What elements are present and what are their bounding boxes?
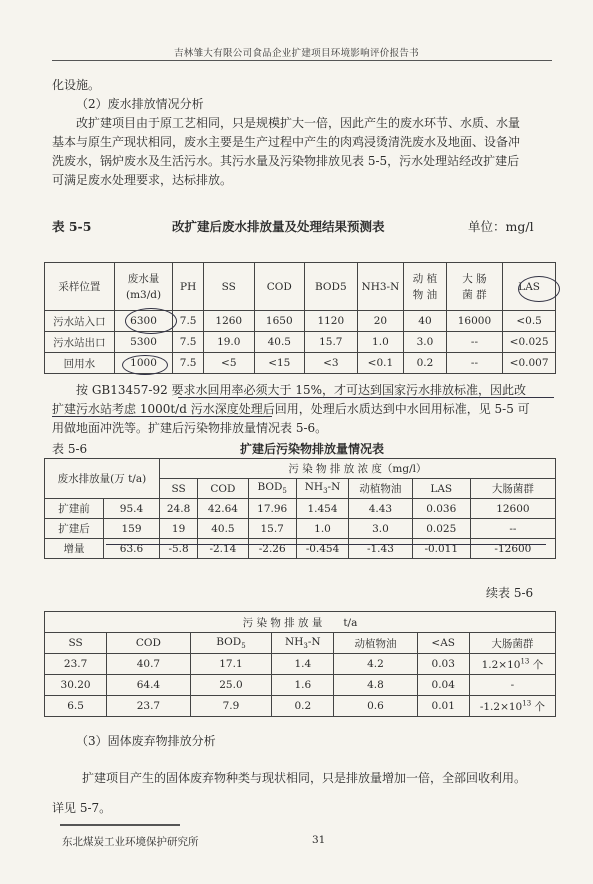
- table-cell: 1.6: [272, 675, 334, 696]
- cell-text: 1.2×10: [481, 658, 521, 671]
- table-5-6-continued: [44, 611, 556, 717]
- table-cell: <0.1: [357, 353, 404, 374]
- table-cell: 1000: [114, 353, 173, 374]
- text-line: 按 GB13457-92 要求水回用率必须大于 15%，才可达到国家污水排放标准，因此改: [76, 383, 527, 397]
- table-row: [45, 654, 556, 675]
- header-cell: [404, 263, 446, 311]
- table-cell: 63.6: [104, 539, 160, 559]
- table-cell: 1.0: [357, 332, 404, 353]
- table-cell: 4.43: [349, 499, 413, 519]
- table-cell: [469, 696, 555, 717]
- header-text: BOD: [257, 481, 283, 494]
- header-cell: 采样位置: [45, 263, 115, 311]
- paragraph-wastewater: [52, 114, 552, 190]
- text-line: 扩建项目产生的固体废弃物种类与现状相同，只是排放量增加一倍，全部回收利用。: [82, 771, 527, 785]
- cell-text: 个: [531, 700, 545, 713]
- table-cell: 扩建后: [45, 519, 104, 539]
- header-cell: SS: [45, 633, 107, 654]
- table-cell: 1260: [204, 311, 255, 332]
- table-cell: 增量: [45, 539, 104, 559]
- table-row: [45, 696, 556, 717]
- table-cell: 24.8: [159, 499, 197, 519]
- table-cell: 0.036: [412, 499, 470, 519]
- table-row: [45, 311, 556, 332]
- header-cell: NH3-N: [357, 263, 404, 311]
- table-cell: -2.26: [248, 539, 296, 559]
- table-cell: 3.0: [404, 332, 446, 353]
- header-subscript: 5: [241, 642, 246, 651]
- table-cell: -5.8: [159, 539, 197, 559]
- header-cell: COD: [198, 479, 248, 499]
- table-row: [45, 675, 556, 696]
- header-text: NH: [304, 481, 324, 494]
- text-line: 可满足废水处理要求，达标排放。: [52, 173, 233, 187]
- table-label: 表 5-6: [52, 442, 88, 456]
- header-cell: 污 染 物 排 放 浓 度（mg/l）: [159, 459, 555, 479]
- header-subscript: 3: [323, 487, 328, 496]
- table-cell: 19: [159, 519, 197, 539]
- table-cell: 7.5: [173, 311, 204, 332]
- table-cell: 17.96: [248, 499, 296, 519]
- cell-superscript: 13: [522, 699, 532, 707]
- header-cell: 动植物油: [334, 633, 417, 654]
- header-cell: [248, 479, 296, 499]
- table-cell: 0.01: [417, 696, 469, 717]
- table-cell: 扩建前: [45, 499, 104, 519]
- text-line: 用做地面冲洗等。扩建后污染物排放量情况表 5-6。: [52, 421, 328, 435]
- cell-text: 个: [529, 658, 544, 671]
- table-cell: 1.0: [296, 519, 348, 539]
- section-heading-solid-waste: （3）固体废弃物排放分析: [76, 734, 216, 748]
- header-text: (m3/d): [125, 288, 162, 301]
- table-5-6: [44, 458, 556, 559]
- table-title: 扩建后污染物排放量情况表: [240, 442, 385, 456]
- header-cell: 动植物油: [349, 479, 413, 499]
- table-cell: -0.011: [412, 539, 470, 559]
- table-cell: 0.025: [412, 519, 470, 539]
- header-subscript: 5: [282, 487, 287, 496]
- table-cell: 40.7: [107, 654, 190, 675]
- page-number: 31: [312, 834, 326, 846]
- header-cell: [190, 633, 272, 654]
- header-rule: [52, 60, 552, 61]
- table-cell: 污水站出口: [45, 332, 115, 353]
- table-cell: -12600: [470, 539, 555, 559]
- table-cell: 0.2: [404, 353, 446, 374]
- table-cell: 42.64: [198, 499, 248, 519]
- table-cell: 7.5: [173, 332, 204, 353]
- table-cell: 7.5: [173, 353, 204, 374]
- table-cell: 0.6: [334, 696, 417, 717]
- table-cell: 40: [404, 311, 446, 332]
- header-cell: SS: [159, 479, 197, 499]
- header-cell: LAS: [503, 263, 556, 311]
- table-cell: 40.5: [254, 332, 305, 353]
- header-text: 大 肠: [462, 272, 487, 285]
- table-unit: 单位：mg/l: [468, 219, 534, 234]
- header-cell: BOD5: [305, 263, 358, 311]
- table-cell: 20: [357, 311, 404, 332]
- table-cell: 7.9: [190, 696, 272, 717]
- table-5-5: [44, 262, 556, 374]
- text-line: 洗废水，锅炉废水及生活污水。其污水量及污染物排放见表 5-5，污水处理站经改扩建后: [52, 154, 520, 168]
- table-cell: 64.4: [107, 675, 190, 696]
- table-cell: 0.03: [417, 654, 469, 675]
- cell-text: -1.2×10: [479, 700, 523, 713]
- table-cell: 0.04: [417, 675, 469, 696]
- table-cell: 5300: [114, 332, 173, 353]
- table-row: [45, 539, 556, 559]
- table-cell: 23.7: [45, 654, 107, 675]
- paragraph-continuation: 化设施。: [52, 78, 101, 92]
- header-cell: SS: [204, 263, 255, 311]
- table-cell: <0.007: [503, 353, 556, 374]
- header-cell: <AS: [417, 633, 469, 654]
- header-subscript: 3: [303, 642, 308, 651]
- header-text: NH: [285, 635, 304, 648]
- table-cell: 30.20: [45, 675, 107, 696]
- table-row: [45, 332, 556, 353]
- table-cell: 1650: [254, 311, 305, 332]
- table-cell: 4.2: [334, 654, 417, 675]
- table-row: [45, 353, 556, 374]
- table-header-row: [45, 263, 556, 311]
- header-cell: LAS: [412, 479, 470, 499]
- table-cell: 15.7: [305, 332, 358, 353]
- table-row: [45, 519, 556, 539]
- table-cell: <0.5: [503, 311, 556, 332]
- table-cell: 17.1: [190, 654, 272, 675]
- table-cell: 0.2: [272, 696, 334, 717]
- header-text: 物 油: [412, 288, 438, 301]
- footer-organization: 东北煤炭工业环境保护研究所: [62, 836, 199, 848]
- table-cell: <0.025: [503, 332, 556, 353]
- header-cell: [446, 263, 503, 311]
- table-cell: [469, 654, 555, 675]
- header-cell: 大肠菌群: [470, 479, 555, 499]
- table-cell: 159: [104, 519, 160, 539]
- table-cell: 15.7: [248, 519, 296, 539]
- table-cell: --: [446, 332, 503, 353]
- table-cell: 40.5: [198, 519, 248, 539]
- header-cell: COD: [254, 263, 305, 311]
- header-cell: 污 染 物 排 放 量 t/a: [45, 612, 556, 633]
- header-cell: [296, 479, 348, 499]
- header-cell: PH: [173, 263, 204, 311]
- table-cell: <3: [305, 353, 358, 374]
- header-cell: [114, 263, 173, 311]
- table-cell: --: [470, 519, 555, 539]
- section-heading-wastewater: （2）废水排放情况分析: [76, 97, 204, 111]
- table-cell: 25.0: [190, 675, 272, 696]
- table-header-row: [45, 612, 556, 633]
- text-line: 改扩建项目由于原工艺相同，只是规模扩大一倍，因此产生的废水环节、水质、水量: [76, 116, 521, 130]
- table-cell: 95.4: [104, 499, 160, 519]
- table-cell: 1.4: [272, 654, 334, 675]
- table-cell: 回用水: [45, 353, 115, 374]
- header-text: BOD: [216, 635, 242, 648]
- header-cell: COD: [107, 633, 190, 654]
- header-cell: 废水排放量(万 t/a): [45, 459, 160, 499]
- table-cell: 23.7: [107, 696, 190, 717]
- table-cell: <5: [204, 353, 255, 374]
- table-row: [45, 499, 556, 519]
- text-line: 基本与原生产现状相同，废水主要是生产过程中产生的肉鸡浸烫清洗废水及地面、设备冲: [52, 135, 521, 149]
- paragraph-solid-waste: [52, 763, 562, 823]
- table-cell: 1120: [305, 311, 358, 332]
- table-cell: 6.5: [45, 696, 107, 717]
- table-cell: 4.8: [334, 675, 417, 696]
- header-text: 菌 群: [462, 288, 487, 301]
- table-label: 表 5-5: [52, 219, 92, 234]
- table-header-row: [45, 633, 556, 654]
- header-text: 动 植: [412, 272, 438, 285]
- text-line: 扩建污水站考虑 1000t/d 污水深度处理后回用，处理后水质达到中水回用标准，见 5-5 可: [52, 402, 530, 416]
- header-text: -N: [327, 481, 341, 494]
- header-text: 废水量: [127, 272, 160, 285]
- cell-superscript: 13: [520, 657, 530, 665]
- table-cell: -1.43: [349, 539, 413, 559]
- header-text: -N: [307, 635, 321, 648]
- table-cell: 16000: [446, 311, 503, 332]
- table-header-row: [45, 459, 556, 479]
- paragraph-reuse: [52, 381, 552, 438]
- table-cell: 19.0: [204, 332, 255, 353]
- table-cell: 1.454: [296, 499, 348, 519]
- table-cell: 3.0: [349, 519, 413, 539]
- table-cell: --: [446, 353, 503, 374]
- continued-table-label: 续表 5-6: [486, 586, 534, 600]
- table-cell: -0.454: [296, 539, 348, 559]
- table-cell: 污水站入口: [45, 311, 115, 332]
- table-cell: -: [469, 675, 555, 696]
- footer-rule: [60, 824, 180, 826]
- table-cell: <15: [254, 353, 305, 374]
- header-cell: [272, 633, 334, 654]
- table-cell: 12600: [470, 499, 555, 519]
- table-cell: 6300: [114, 311, 173, 332]
- running-header: 吉林雏大有限公司食品企业扩建项目环境影响评价报告书: [173, 48, 419, 59]
- text-line: 详见 5-7。: [52, 801, 112, 815]
- table-title: 改扩建后废水排放量及处理结果预测表: [172, 219, 385, 234]
- header-cell: 大肠菌群: [469, 633, 555, 654]
- table-cell: -2.14: [198, 539, 248, 559]
